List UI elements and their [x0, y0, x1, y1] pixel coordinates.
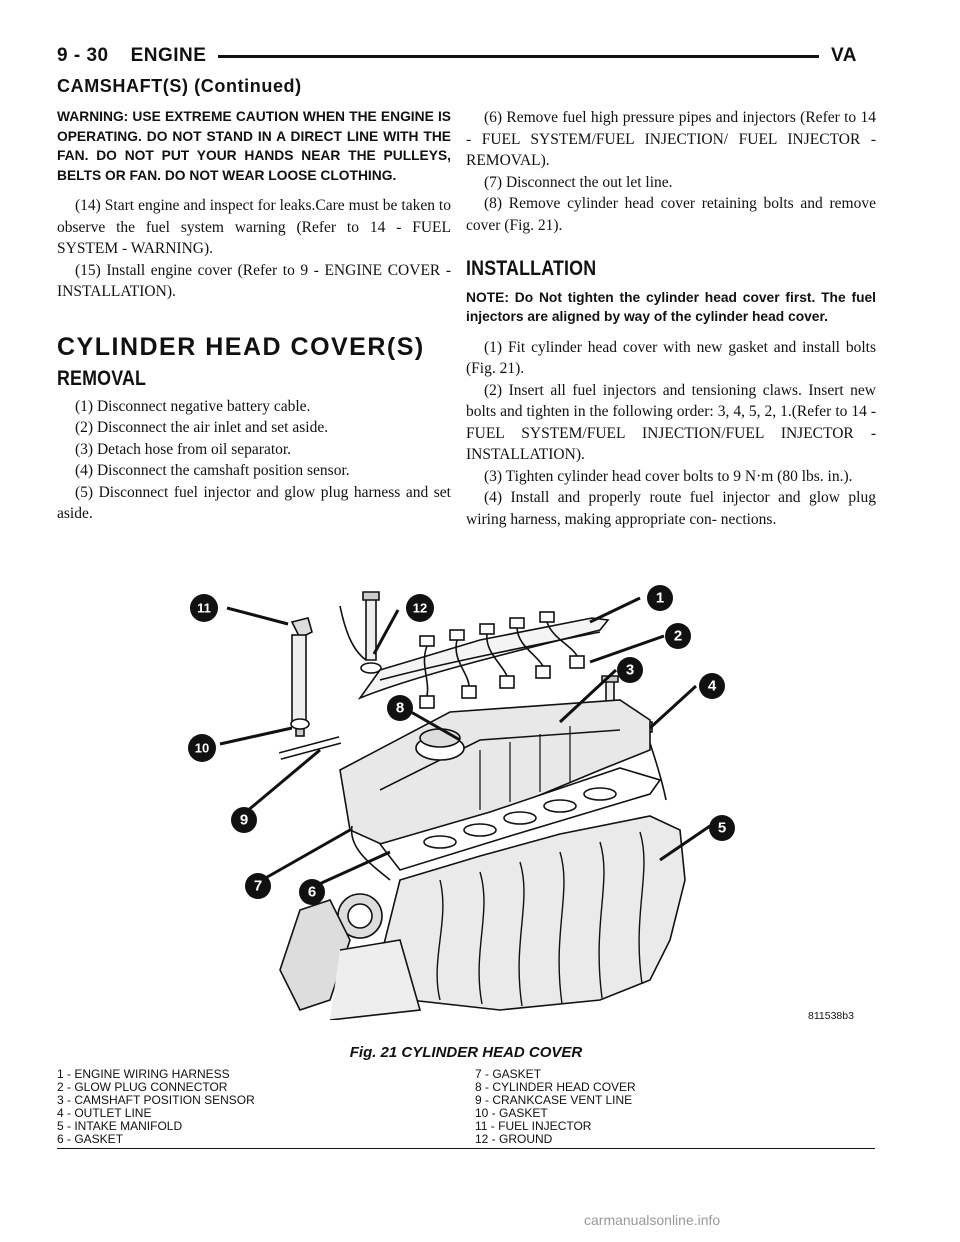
step-text: (2) Disconnect the air inlet and set aside.: [75, 419, 329, 436]
note-text: NOTE: Do Not tighten the cylinder head cover first. The fuel injectors are aligned by way of the cylinder head cover.: [466, 289, 876, 324]
header-rule: [218, 55, 819, 58]
legend-item: 6 - GASKET: [57, 1132, 124, 1146]
callout-label: 10: [194, 740, 210, 756]
step-text: (4) Install and properly route fuel injector and glow plug wiring harness, making appropriate con- nections.: [466, 489, 876, 528]
callout-label: 8: [395, 699, 405, 717]
page-header: [57, 44, 875, 68]
step-text: (4) Disconnect the camshaft position sensor.: [75, 462, 350, 479]
figure-caption: Fig. 21 CYLINDER HEAD COVER: [349, 1044, 583, 1061]
callout-label: 4: [707, 677, 717, 695]
callout-label: 5: [717, 819, 727, 837]
vehicle-code: VA: [831, 45, 857, 66]
legend-item: 12 - GROUND: [475, 1132, 553, 1146]
step-text: (8) Remove cylinder head cover retaining bolts and remove cover (Fig. 21).: [466, 195, 876, 234]
step-text: (1) Disconnect negative battery cable.: [75, 397, 311, 415]
watermark: carmanualsonline.info: [584, 1212, 721, 1228]
figure-code: 811538b3: [808, 1010, 854, 1022]
section-title: CYLINDER HEAD COVER(S): [57, 332, 425, 361]
step-text: (1) Fit cylinder head cover with new gasket and install bolts (Fig. 21).: [466, 338, 876, 377]
callout-label: 11: [197, 600, 211, 616]
callout-label: 9: [239, 811, 249, 829]
step-text: (3) Detach hose from oil separator.: [75, 440, 292, 458]
step-text: (7) Disconnect the out let line.: [484, 173, 673, 191]
installation-heading: INSTALLATION: [466, 257, 597, 280]
legend-item: 5 - INTAKE MANIFOLD: [57, 1119, 183, 1133]
cylinder-head-cover-diagram: [180, 580, 880, 1020]
step-text: (6) Remove fuel high pressure pipes and injectors (Refer to 14 - FUEL SYSTEM/FUEL INJECTION/ FUEL INJECTOR - REMOVAL).: [466, 109, 876, 169]
removal-heading: REMOVAL: [57, 367, 147, 390]
legend-item: 10 - GASKET: [475, 1106, 548, 1120]
legend-item: 1 - ENGINE WIRING HARNESS: [57, 1067, 230, 1081]
callout-label: 2: [673, 627, 683, 645]
continued-title: CAMSHAFT(S) (Continued): [57, 76, 302, 96]
page-number: 9 - 30: [57, 45, 109, 66]
step-text: (15) Install engine cover (Refer to 9 - ENGINE COVER - INSTALLATION).: [57, 261, 451, 300]
legend-item: 9 - CRANKCASE VENT LINE: [475, 1093, 633, 1107]
callout-label: 12: [412, 600, 428, 616]
callout-label: 1: [655, 589, 665, 607]
warning-text: WARNING: USE EXTREME CAUTION WHEN THE ENGINE IS OPERATING. DO NOT STAND IN A DIRECT LINE WITH THE FAN. DO NOT PUT YOUR HANDS NEAR THE PULLEYS, BELTS OR FAN. DO NOT WEAR LOOSE CLOTHING.: [57, 109, 451, 183]
figure-legend: [57, 1068, 875, 1149]
legend-item: 7 - GASKET: [475, 1067, 542, 1081]
legend-item: 11 - FUEL INJECTOR: [475, 1119, 592, 1133]
section-name: ENGINE: [130, 45, 207, 66]
step-text: (5) Disconnect fuel injector and glow plug harness and set aside.: [57, 483, 451, 522]
right-column: [466, 107, 876, 530]
left-column: [57, 107, 451, 525]
legend-item: 8 - CYLINDER HEAD COVER: [475, 1080, 636, 1094]
legend-item: 2 - GLOW PLUG CONNECTOR: [57, 1080, 228, 1094]
callout-label: 3: [625, 661, 635, 679]
callout-label: 6: [307, 883, 317, 901]
callout-label: 7: [253, 877, 263, 895]
step-text: (2) Insert all fuel injectors and tensioning claws. Insert new bolts and tighten in the following order: 3, 4, 5, 2, 1.(Refer to 14 - FUEL SYSTEM/FUEL INJECTION/FUEL INJECTOR - INSTALLATION).: [466, 381, 876, 463]
step-text: (14) Start engine and inspect for leaks.Care must be taken to observe the fuel system warning (Refer to 14 - FUEL SYSTEM - WARNING).: [57, 197, 451, 257]
step-text: (3) Tighten cylinder head cover bolts to 9 N·m (80 lbs. in.).: [484, 467, 853, 485]
legend-item: 3 - CAMSHAFT POSITION SENSOR: [57, 1093, 255, 1107]
legend-item: 4 - OUTLET LINE: [57, 1106, 152, 1120]
